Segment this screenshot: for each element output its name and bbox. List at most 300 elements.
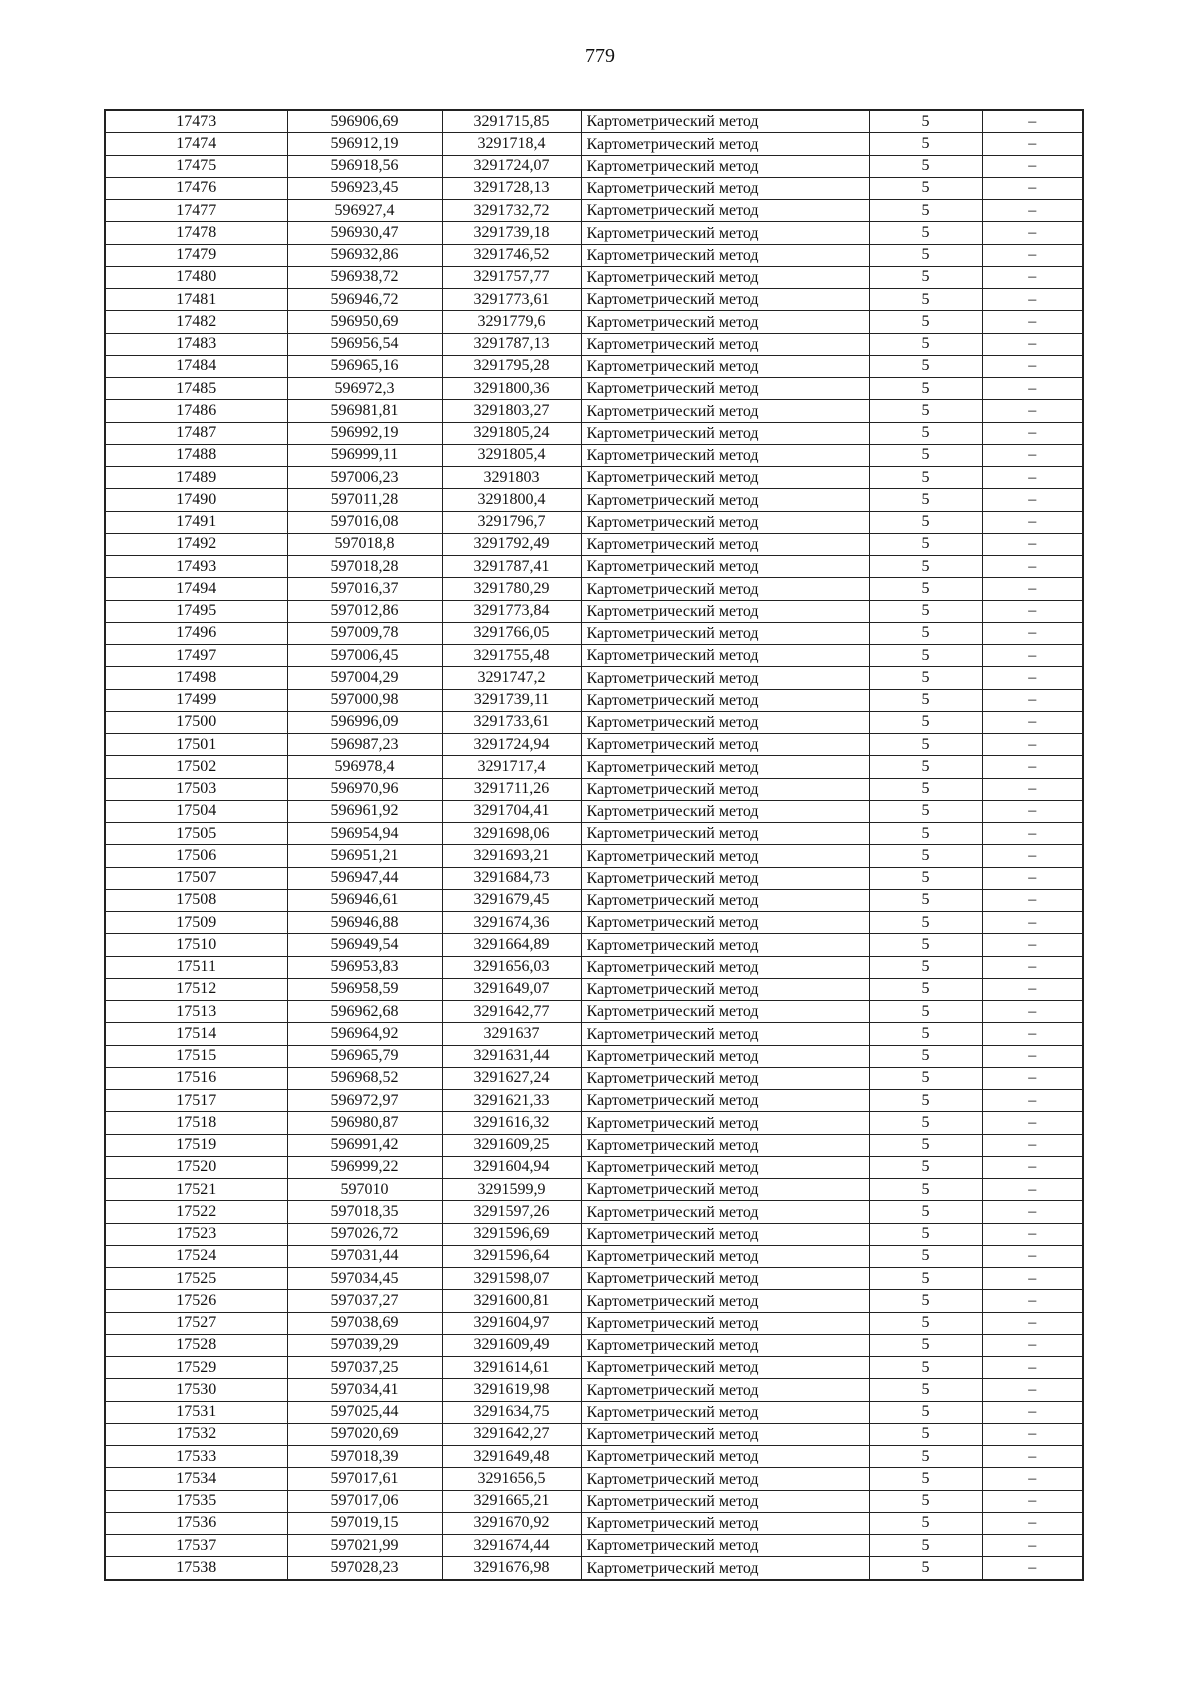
y-coordinate-cell: 3291598,07: [442, 1268, 581, 1290]
point-number-cell: 17513: [105, 1001, 287, 1023]
y-coordinate-cell: 3291747,2: [442, 667, 581, 689]
y-coordinate-cell: 3291795,28: [442, 355, 581, 377]
method-cell: Картометрический метод: [581, 489, 869, 511]
point-number-cell: 17514: [105, 1023, 287, 1045]
y-coordinate-cell: 3291715,85: [442, 110, 581, 133]
x-coordinate-cell: 597025,44: [287, 1401, 442, 1423]
accuracy-cell: 5: [869, 1023, 982, 1045]
method-cell: Картометрический метод: [581, 1201, 869, 1223]
method-cell: Картометрический метод: [581, 511, 869, 533]
note-cell: –: [982, 600, 1083, 622]
x-coordinate-cell: 597037,27: [287, 1290, 442, 1312]
method-cell: Картометрический метод: [581, 778, 869, 800]
note-cell: –: [982, 378, 1083, 400]
y-coordinate-cell: 3291642,77: [442, 1001, 581, 1023]
x-coordinate-cell: 596980,87: [287, 1112, 442, 1134]
table-row: [105, 1201, 1083, 1223]
page-number: 779: [585, 45, 615, 67]
table-row: [105, 378, 1083, 400]
method-cell: Картометрический метод: [581, 1112, 869, 1134]
accuracy-cell: 5: [869, 978, 982, 1000]
x-coordinate-cell: 596954,94: [287, 823, 442, 845]
x-coordinate-cell: 596912,19: [287, 133, 442, 155]
point-number-cell: 17488: [105, 444, 287, 466]
method-cell: Картометрический метод: [581, 1312, 869, 1334]
note-cell: –: [982, 1379, 1083, 1401]
point-number-cell: 17493: [105, 556, 287, 578]
x-coordinate-cell: 596923,45: [287, 177, 442, 199]
x-coordinate-cell: 597018,39: [287, 1446, 442, 1468]
table-row: [105, 978, 1083, 1000]
y-coordinate-cell: 3291656,03: [442, 956, 581, 978]
y-coordinate-cell: 3291596,64: [442, 1245, 581, 1267]
accuracy-cell: 5: [869, 400, 982, 422]
table-row: [105, 1045, 1083, 1067]
method-cell: Картометрический метод: [581, 756, 869, 778]
accuracy-cell: 5: [869, 133, 982, 155]
accuracy-cell: 5: [869, 1557, 982, 1580]
method-cell: Картометрический метод: [581, 1468, 869, 1490]
x-coordinate-cell: 596918,56: [287, 155, 442, 177]
x-coordinate-cell: 596930,47: [287, 222, 442, 244]
note-cell: –: [982, 222, 1083, 244]
table-row: [105, 266, 1083, 288]
accuracy-cell: 5: [869, 1423, 982, 1445]
x-coordinate-cell: 596946,61: [287, 889, 442, 911]
method-cell: Картометрический метод: [581, 1001, 869, 1023]
method-cell: Картометрический метод: [581, 289, 869, 311]
accuracy-cell: 5: [869, 1067, 982, 1089]
y-coordinate-cell: 3291693,21: [442, 845, 581, 867]
point-number-cell: 17478: [105, 222, 287, 244]
point-number-cell: 17479: [105, 244, 287, 266]
accuracy-cell: 5: [869, 1357, 982, 1379]
table-row: [105, 289, 1083, 311]
y-coordinate-cell: 3291757,77: [442, 266, 581, 288]
accuracy-cell: 5: [869, 800, 982, 822]
y-coordinate-cell: 3291634,75: [442, 1401, 581, 1423]
point-number-cell: 17533: [105, 1446, 287, 1468]
x-coordinate-cell: 597009,78: [287, 622, 442, 644]
method-cell: Картометрический метод: [581, 1557, 869, 1580]
note-cell: –: [982, 200, 1083, 222]
x-coordinate-cell: 597021,99: [287, 1535, 442, 1557]
note-cell: –: [982, 622, 1083, 644]
x-coordinate-cell: 597037,25: [287, 1357, 442, 1379]
table-row: [105, 1223, 1083, 1245]
y-coordinate-cell: 3291704,41: [442, 800, 581, 822]
note-cell: –: [982, 1067, 1083, 1089]
x-coordinate-cell: 597039,29: [287, 1334, 442, 1356]
method-cell: Картометрический метод: [581, 1423, 869, 1445]
y-coordinate-cell: 3291800,4: [442, 489, 581, 511]
point-number-cell: 17490: [105, 489, 287, 511]
y-coordinate-cell: 3291599,9: [442, 1179, 581, 1201]
note-cell: –: [982, 489, 1083, 511]
y-coordinate-cell: 3291627,24: [442, 1067, 581, 1089]
method-cell: Картометрический метод: [581, 1290, 869, 1312]
method-cell: Картометрический метод: [581, 956, 869, 978]
table-row: [105, 1557, 1083, 1580]
note-cell: –: [982, 400, 1083, 422]
x-coordinate-cell: 597018,35: [287, 1201, 442, 1223]
table-row: [105, 578, 1083, 600]
table-row: [105, 1090, 1083, 1112]
x-coordinate-cell: 597017,06: [287, 1490, 442, 1512]
coordinates-table: [104, 109, 1084, 1581]
point-number-cell: 17525: [105, 1268, 287, 1290]
accuracy-cell: 5: [869, 778, 982, 800]
x-coordinate-cell: 596950,69: [287, 311, 442, 333]
note-cell: –: [982, 1490, 1083, 1512]
note-cell: –: [982, 333, 1083, 355]
note-cell: –: [982, 1334, 1083, 1356]
point-number-cell: 17504: [105, 800, 287, 822]
table-row: [105, 845, 1083, 867]
note-cell: –: [982, 289, 1083, 311]
method-cell: Картометрический метод: [581, 667, 869, 689]
point-number-cell: 17507: [105, 867, 287, 889]
accuracy-cell: 5: [869, 1334, 982, 1356]
method-cell: Картометрический метод: [581, 266, 869, 288]
x-coordinate-cell: 596906,69: [287, 110, 442, 133]
point-number-cell: 17538: [105, 1557, 287, 1580]
x-coordinate-cell: 597018,8: [287, 533, 442, 555]
x-coordinate-cell: 596992,19: [287, 422, 442, 444]
table-row: [105, 200, 1083, 222]
method-cell: Картометрический метод: [581, 912, 869, 934]
point-number-cell: 17486: [105, 400, 287, 422]
x-coordinate-cell: 597038,69: [287, 1312, 442, 1334]
accuracy-cell: 5: [869, 333, 982, 355]
y-coordinate-cell: 3291724,94: [442, 734, 581, 756]
point-number-cell: 17502: [105, 756, 287, 778]
method-cell: Картометрический метод: [581, 1023, 869, 1045]
table-row: [105, 778, 1083, 800]
y-coordinate-cell: 3291746,52: [442, 244, 581, 266]
x-coordinate-cell: 596927,4: [287, 200, 442, 222]
note-cell: –: [982, 1357, 1083, 1379]
x-coordinate-cell: 596968,52: [287, 1067, 442, 1089]
accuracy-cell: 5: [869, 1379, 982, 1401]
note-cell: –: [982, 467, 1083, 489]
y-coordinate-cell: 3291698,06: [442, 823, 581, 845]
x-coordinate-cell: 596996,09: [287, 711, 442, 733]
table-row: [105, 355, 1083, 377]
accuracy-cell: 5: [869, 956, 982, 978]
x-coordinate-cell: 596951,21: [287, 845, 442, 867]
note-cell: –: [982, 1134, 1083, 1156]
method-cell: Картометрический метод: [581, 1334, 869, 1356]
note-cell: –: [982, 1446, 1083, 1468]
table-row: [105, 1446, 1083, 1468]
method-cell: Картометрический метод: [581, 311, 869, 333]
point-number-cell: 17518: [105, 1112, 287, 1134]
method-cell: Картометрический метод: [581, 110, 869, 133]
point-number-cell: 17496: [105, 622, 287, 644]
point-number-cell: 17505: [105, 823, 287, 845]
point-number-cell: 17519: [105, 1134, 287, 1156]
accuracy-cell: 5: [869, 200, 982, 222]
accuracy-cell: 5: [869, 1112, 982, 1134]
accuracy-cell: 5: [869, 1201, 982, 1223]
table-row: [105, 533, 1083, 555]
note-cell: –: [982, 1112, 1083, 1134]
method-cell: Картометрический метод: [581, 1379, 869, 1401]
note-cell: –: [982, 823, 1083, 845]
x-coordinate-cell: 597000,98: [287, 689, 442, 711]
y-coordinate-cell: 3291614,61: [442, 1357, 581, 1379]
point-number-cell: 17477: [105, 200, 287, 222]
x-coordinate-cell: 596972,3: [287, 378, 442, 400]
x-coordinate-cell: 596956,54: [287, 333, 442, 355]
accuracy-cell: 5: [869, 689, 982, 711]
note-cell: –: [982, 1023, 1083, 1045]
accuracy-cell: 5: [869, 110, 982, 133]
note-cell: –: [982, 1245, 1083, 1267]
accuracy-cell: 5: [869, 533, 982, 555]
x-coordinate-cell: 597018,28: [287, 556, 442, 578]
table-row: [105, 177, 1083, 199]
y-coordinate-cell: 3291773,84: [442, 600, 581, 622]
point-number-cell: 17480: [105, 266, 287, 288]
x-coordinate-cell: 597034,45: [287, 1268, 442, 1290]
x-coordinate-cell: 597028,23: [287, 1557, 442, 1580]
x-coordinate-cell: 596965,79: [287, 1045, 442, 1067]
point-number-cell: 17530: [105, 1379, 287, 1401]
table-row: [105, 1067, 1083, 1089]
note-cell: –: [982, 1401, 1083, 1423]
method-cell: Картометрический метод: [581, 1134, 869, 1156]
accuracy-cell: 5: [869, 1312, 982, 1334]
table-row: [105, 622, 1083, 644]
point-number-cell: 17485: [105, 378, 287, 400]
point-number-cell: 17523: [105, 1223, 287, 1245]
note-cell: –: [982, 667, 1083, 689]
x-coordinate-cell: 597016,08: [287, 511, 442, 533]
y-coordinate-cell: 3291739,18: [442, 222, 581, 244]
note-cell: –: [982, 1535, 1083, 1557]
table-row: [105, 1001, 1083, 1023]
table-row: [105, 667, 1083, 689]
method-cell: Картометрический метод: [581, 556, 869, 578]
point-number-cell: 17481: [105, 289, 287, 311]
point-number-cell: 17520: [105, 1156, 287, 1178]
y-coordinate-cell: 3291800,36: [442, 378, 581, 400]
table-row: [105, 912, 1083, 934]
point-number-cell: 17516: [105, 1067, 287, 1089]
y-coordinate-cell: 3291600,81: [442, 1290, 581, 1312]
table-row: [105, 734, 1083, 756]
accuracy-cell: 5: [869, 711, 982, 733]
table-row: [105, 1023, 1083, 1045]
table-row: [105, 800, 1083, 822]
accuracy-cell: 5: [869, 1223, 982, 1245]
method-cell: Картометрический метод: [581, 734, 869, 756]
method-cell: Картометрический метод: [581, 400, 869, 422]
y-coordinate-cell: 3291649,48: [442, 1446, 581, 1468]
x-coordinate-cell: 597020,69: [287, 1423, 442, 1445]
x-coordinate-cell: 597034,41: [287, 1379, 442, 1401]
accuracy-cell: 5: [869, 1446, 982, 1468]
method-cell: Картометрический метод: [581, 444, 869, 466]
table-row: [105, 511, 1083, 533]
table-row: [105, 1134, 1083, 1156]
method-cell: Картометрический метод: [581, 934, 869, 956]
note-cell: –: [982, 355, 1083, 377]
method-cell: Картометрический метод: [581, 578, 869, 600]
table-row: [105, 689, 1083, 711]
y-coordinate-cell: 3291755,48: [442, 645, 581, 667]
y-coordinate-cell: 3291766,05: [442, 622, 581, 644]
accuracy-cell: 5: [869, 1156, 982, 1178]
table-row: [105, 1312, 1083, 1334]
accuracy-cell: 5: [869, 1268, 982, 1290]
method-cell: Картометрический метод: [581, 1357, 869, 1379]
y-coordinate-cell: 3291609,25: [442, 1134, 581, 1156]
point-number-cell: 17512: [105, 978, 287, 1000]
x-coordinate-cell: 596946,88: [287, 912, 442, 934]
note-cell: –: [982, 956, 1083, 978]
accuracy-cell: 5: [869, 266, 982, 288]
table-row: [105, 1112, 1083, 1134]
y-coordinate-cell: 3291656,5: [442, 1468, 581, 1490]
note-cell: –: [982, 1268, 1083, 1290]
note-cell: –: [982, 1312, 1083, 1334]
y-coordinate-cell: 3291803: [442, 467, 581, 489]
accuracy-cell: 5: [869, 889, 982, 911]
point-number-cell: 17529: [105, 1357, 287, 1379]
x-coordinate-cell: 597006,45: [287, 645, 442, 667]
point-number-cell: 17509: [105, 912, 287, 934]
note-cell: –: [982, 422, 1083, 444]
note-cell: –: [982, 533, 1083, 555]
point-number-cell: 17517: [105, 1090, 287, 1112]
y-coordinate-cell: 3291724,07: [442, 155, 581, 177]
x-coordinate-cell: 596946,72: [287, 289, 442, 311]
method-cell: Картометрический метод: [581, 222, 869, 244]
point-number-cell: 17534: [105, 1468, 287, 1490]
y-coordinate-cell: 3291679,45: [442, 889, 581, 911]
accuracy-cell: 5: [869, 244, 982, 266]
note-cell: –: [982, 1045, 1083, 1067]
accuracy-cell: 5: [869, 600, 982, 622]
accuracy-cell: 5: [869, 467, 982, 489]
accuracy-cell: 5: [869, 422, 982, 444]
point-number-cell: 17506: [105, 845, 287, 867]
note-cell: –: [982, 756, 1083, 778]
y-coordinate-cell: 3291619,98: [442, 1379, 581, 1401]
table-row: [105, 1401, 1083, 1423]
accuracy-cell: 5: [869, 511, 982, 533]
table-row: [105, 110, 1083, 133]
method-cell: Картометрический метод: [581, 155, 869, 177]
table-row: [105, 1490, 1083, 1512]
x-coordinate-cell: 596962,68: [287, 1001, 442, 1023]
accuracy-cell: 5: [869, 823, 982, 845]
method-cell: Картометрический метод: [581, 333, 869, 355]
coordinates-table-body: [105, 110, 1083, 1580]
x-coordinate-cell: 597004,29: [287, 667, 442, 689]
accuracy-cell: 5: [869, 578, 982, 600]
x-coordinate-cell: 596987,23: [287, 734, 442, 756]
method-cell: Картометрический метод: [581, 533, 869, 555]
accuracy-cell: 5: [869, 177, 982, 199]
x-coordinate-cell: 597026,72: [287, 1223, 442, 1245]
y-coordinate-cell: 3291803,27: [442, 400, 581, 422]
table-row: [105, 867, 1083, 889]
accuracy-cell: 5: [869, 867, 982, 889]
x-coordinate-cell: 596938,72: [287, 266, 442, 288]
method-cell: Картометрический метод: [581, 1179, 869, 1201]
x-coordinate-cell: 596978,4: [287, 756, 442, 778]
note-cell: –: [982, 1001, 1083, 1023]
method-cell: Картометрический метод: [581, 355, 869, 377]
note-cell: –: [982, 1468, 1083, 1490]
x-coordinate-cell: 597017,61: [287, 1468, 442, 1490]
table-row: [105, 444, 1083, 466]
table-row: [105, 400, 1083, 422]
x-coordinate-cell: 596991,42: [287, 1134, 442, 1156]
accuracy-cell: 5: [869, 1290, 982, 1312]
method-cell: Картометрический метод: [581, 978, 869, 1000]
y-coordinate-cell: 3291805,4: [442, 444, 581, 466]
x-coordinate-cell: 597011,28: [287, 489, 442, 511]
point-number-cell: 17532: [105, 1423, 287, 1445]
method-cell: Картометрический метод: [581, 133, 869, 155]
point-number-cell: 17528: [105, 1334, 287, 1356]
note-cell: –: [982, 1179, 1083, 1201]
table-row: [105, 1268, 1083, 1290]
accuracy-cell: 5: [869, 155, 982, 177]
table-row: [105, 1379, 1083, 1401]
point-number-cell: 17474: [105, 133, 287, 155]
point-number-cell: 17499: [105, 689, 287, 711]
table-row: [105, 756, 1083, 778]
table-row: [105, 711, 1083, 733]
method-cell: Картометрический метод: [581, 600, 869, 622]
method-cell: Картометрический метод: [581, 622, 869, 644]
accuracy-cell: 5: [869, 912, 982, 934]
accuracy-cell: 5: [869, 645, 982, 667]
point-number-cell: 17531: [105, 1401, 287, 1423]
method-cell: Картометрический метод: [581, 1401, 869, 1423]
method-cell: Картометрический метод: [581, 823, 869, 845]
point-number-cell: 17511: [105, 956, 287, 978]
table-row: [105, 1423, 1083, 1445]
method-cell: Картометрический метод: [581, 244, 869, 266]
table-row: [105, 333, 1083, 355]
point-number-cell: 17537: [105, 1535, 287, 1557]
point-number-cell: 17494: [105, 578, 287, 600]
table-row: [105, 311, 1083, 333]
note-cell: –: [982, 155, 1083, 177]
point-number-cell: 17498: [105, 667, 287, 689]
method-cell: Картометрический метод: [581, 422, 869, 444]
note-cell: –: [982, 1423, 1083, 1445]
note-cell: –: [982, 444, 1083, 466]
table-row: [105, 244, 1083, 266]
table-row: [105, 556, 1083, 578]
method-cell: Картометрический метод: [581, 1090, 869, 1112]
note-cell: –: [982, 1201, 1083, 1223]
method-cell: Картометрический метод: [581, 467, 869, 489]
table-row: [105, 889, 1083, 911]
x-coordinate-cell: 597031,44: [287, 1245, 442, 1267]
y-coordinate-cell: 3291787,41: [442, 556, 581, 578]
accuracy-cell: 5: [869, 1090, 982, 1112]
note-cell: –: [982, 889, 1083, 911]
